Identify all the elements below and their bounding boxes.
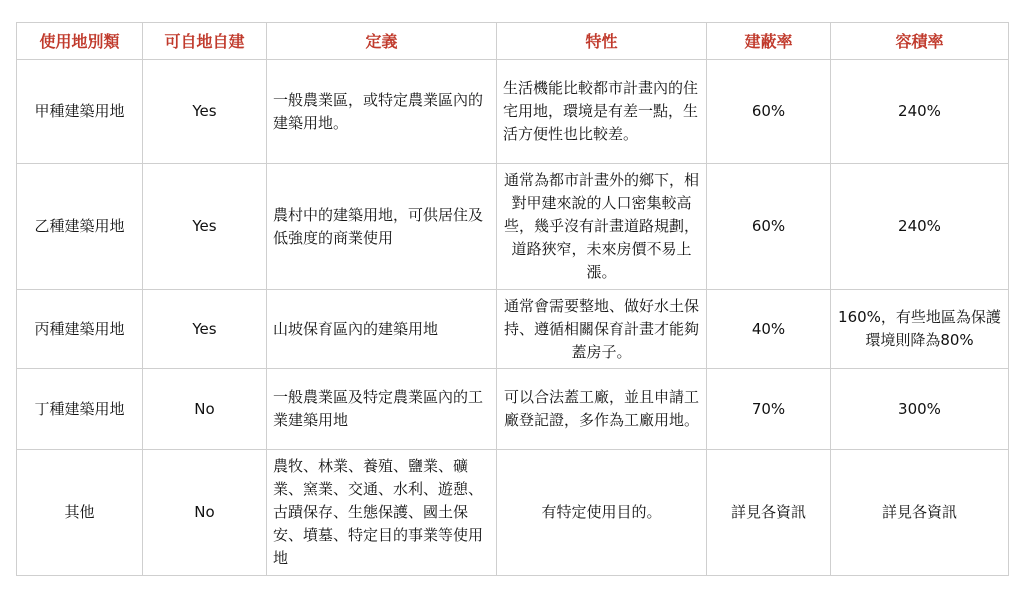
- cell-self-build: Yes: [143, 290, 267, 369]
- cell-land-type: 其他: [17, 450, 143, 576]
- land-use-table-container: [16, 22, 1008, 576]
- cell-coverage-ratio: 60%: [707, 60, 831, 164]
- header-coverage-ratio: 建蔽率: [707, 23, 831, 60]
- cell-self-build: No: [143, 450, 267, 576]
- cell-coverage-ratio: 60%: [707, 164, 831, 290]
- header-features: 特性: [497, 23, 707, 60]
- cell-self-build: No: [143, 369, 267, 450]
- cell-floor-area-ratio: 240%: [831, 164, 1009, 290]
- cell-coverage-ratio: 詳見各資訊: [707, 450, 831, 576]
- cell-features: 有特定使用目的。: [497, 450, 707, 576]
- table-row: [17, 60, 1009, 164]
- cell-land-type: 丁種建築用地: [17, 369, 143, 450]
- cell-floor-area-ratio: 160%，有些地區為保護環境則降為80%: [831, 290, 1009, 369]
- cell-features: 生活機能比較都市計畫內的住宅用地，環境是有差一點，生活方便性也比較差。: [497, 60, 707, 164]
- table-row: [17, 450, 1009, 576]
- cell-features: 通常為都市計畫外的鄉下，相對甲建來說的人口密集較高些，幾乎沒有計畫道路規劃，道路狹窄，未來房價不易上漲。: [497, 164, 707, 290]
- cell-self-build: Yes: [143, 60, 267, 164]
- cell-land-type: 甲種建築用地: [17, 60, 143, 164]
- table-row: [17, 369, 1009, 450]
- cell-features: 可以合法蓋工廠，並且申請工廠登記證，多作為工廠用地。: [497, 369, 707, 450]
- header-row: [17, 23, 1009, 60]
- header-land-type: 使用地別類: [17, 23, 143, 60]
- cell-definition: 農村中的建築用地，可供居住及低強度的商業使用: [267, 164, 497, 290]
- cell-self-build: Yes: [143, 164, 267, 290]
- header-definition: 定義: [267, 23, 497, 60]
- cell-definition: 農牧、林業、養殖、鹽業、礦業、窯業、交通、水利、遊憩、古蹟保存、生態保護、國土保安、墳墓、特定目的事業等使用地: [267, 450, 497, 576]
- cell-coverage-ratio: 70%: [707, 369, 831, 450]
- table-row: [17, 290, 1009, 369]
- cell-features: 通常會需要整地、做好水土保持、遵循相關保育計畫才能夠蓋房子。: [497, 290, 707, 369]
- cell-land-type: 丙種建築用地: [17, 290, 143, 369]
- cell-coverage-ratio: 40%: [707, 290, 831, 369]
- header-self-build: 可自地自建: [143, 23, 267, 60]
- header-floor-area-ratio: 容積率: [831, 23, 1009, 60]
- land-use-table: [16, 22, 1009, 576]
- cell-definition: 山坡保育區內的建築用地: [267, 290, 497, 369]
- cell-definition: 一般農業區，或特定農業區內的建築用地。: [267, 60, 497, 164]
- cell-floor-area-ratio: 300%: [831, 369, 1009, 450]
- cell-land-type: 乙種建築用地: [17, 164, 143, 290]
- cell-definition: 一般農業區及特定農業區內的工業建築用地: [267, 369, 497, 450]
- table-row: [17, 164, 1009, 290]
- cell-floor-area-ratio: 240%: [831, 60, 1009, 164]
- cell-floor-area-ratio: 詳見各資訊: [831, 450, 1009, 576]
